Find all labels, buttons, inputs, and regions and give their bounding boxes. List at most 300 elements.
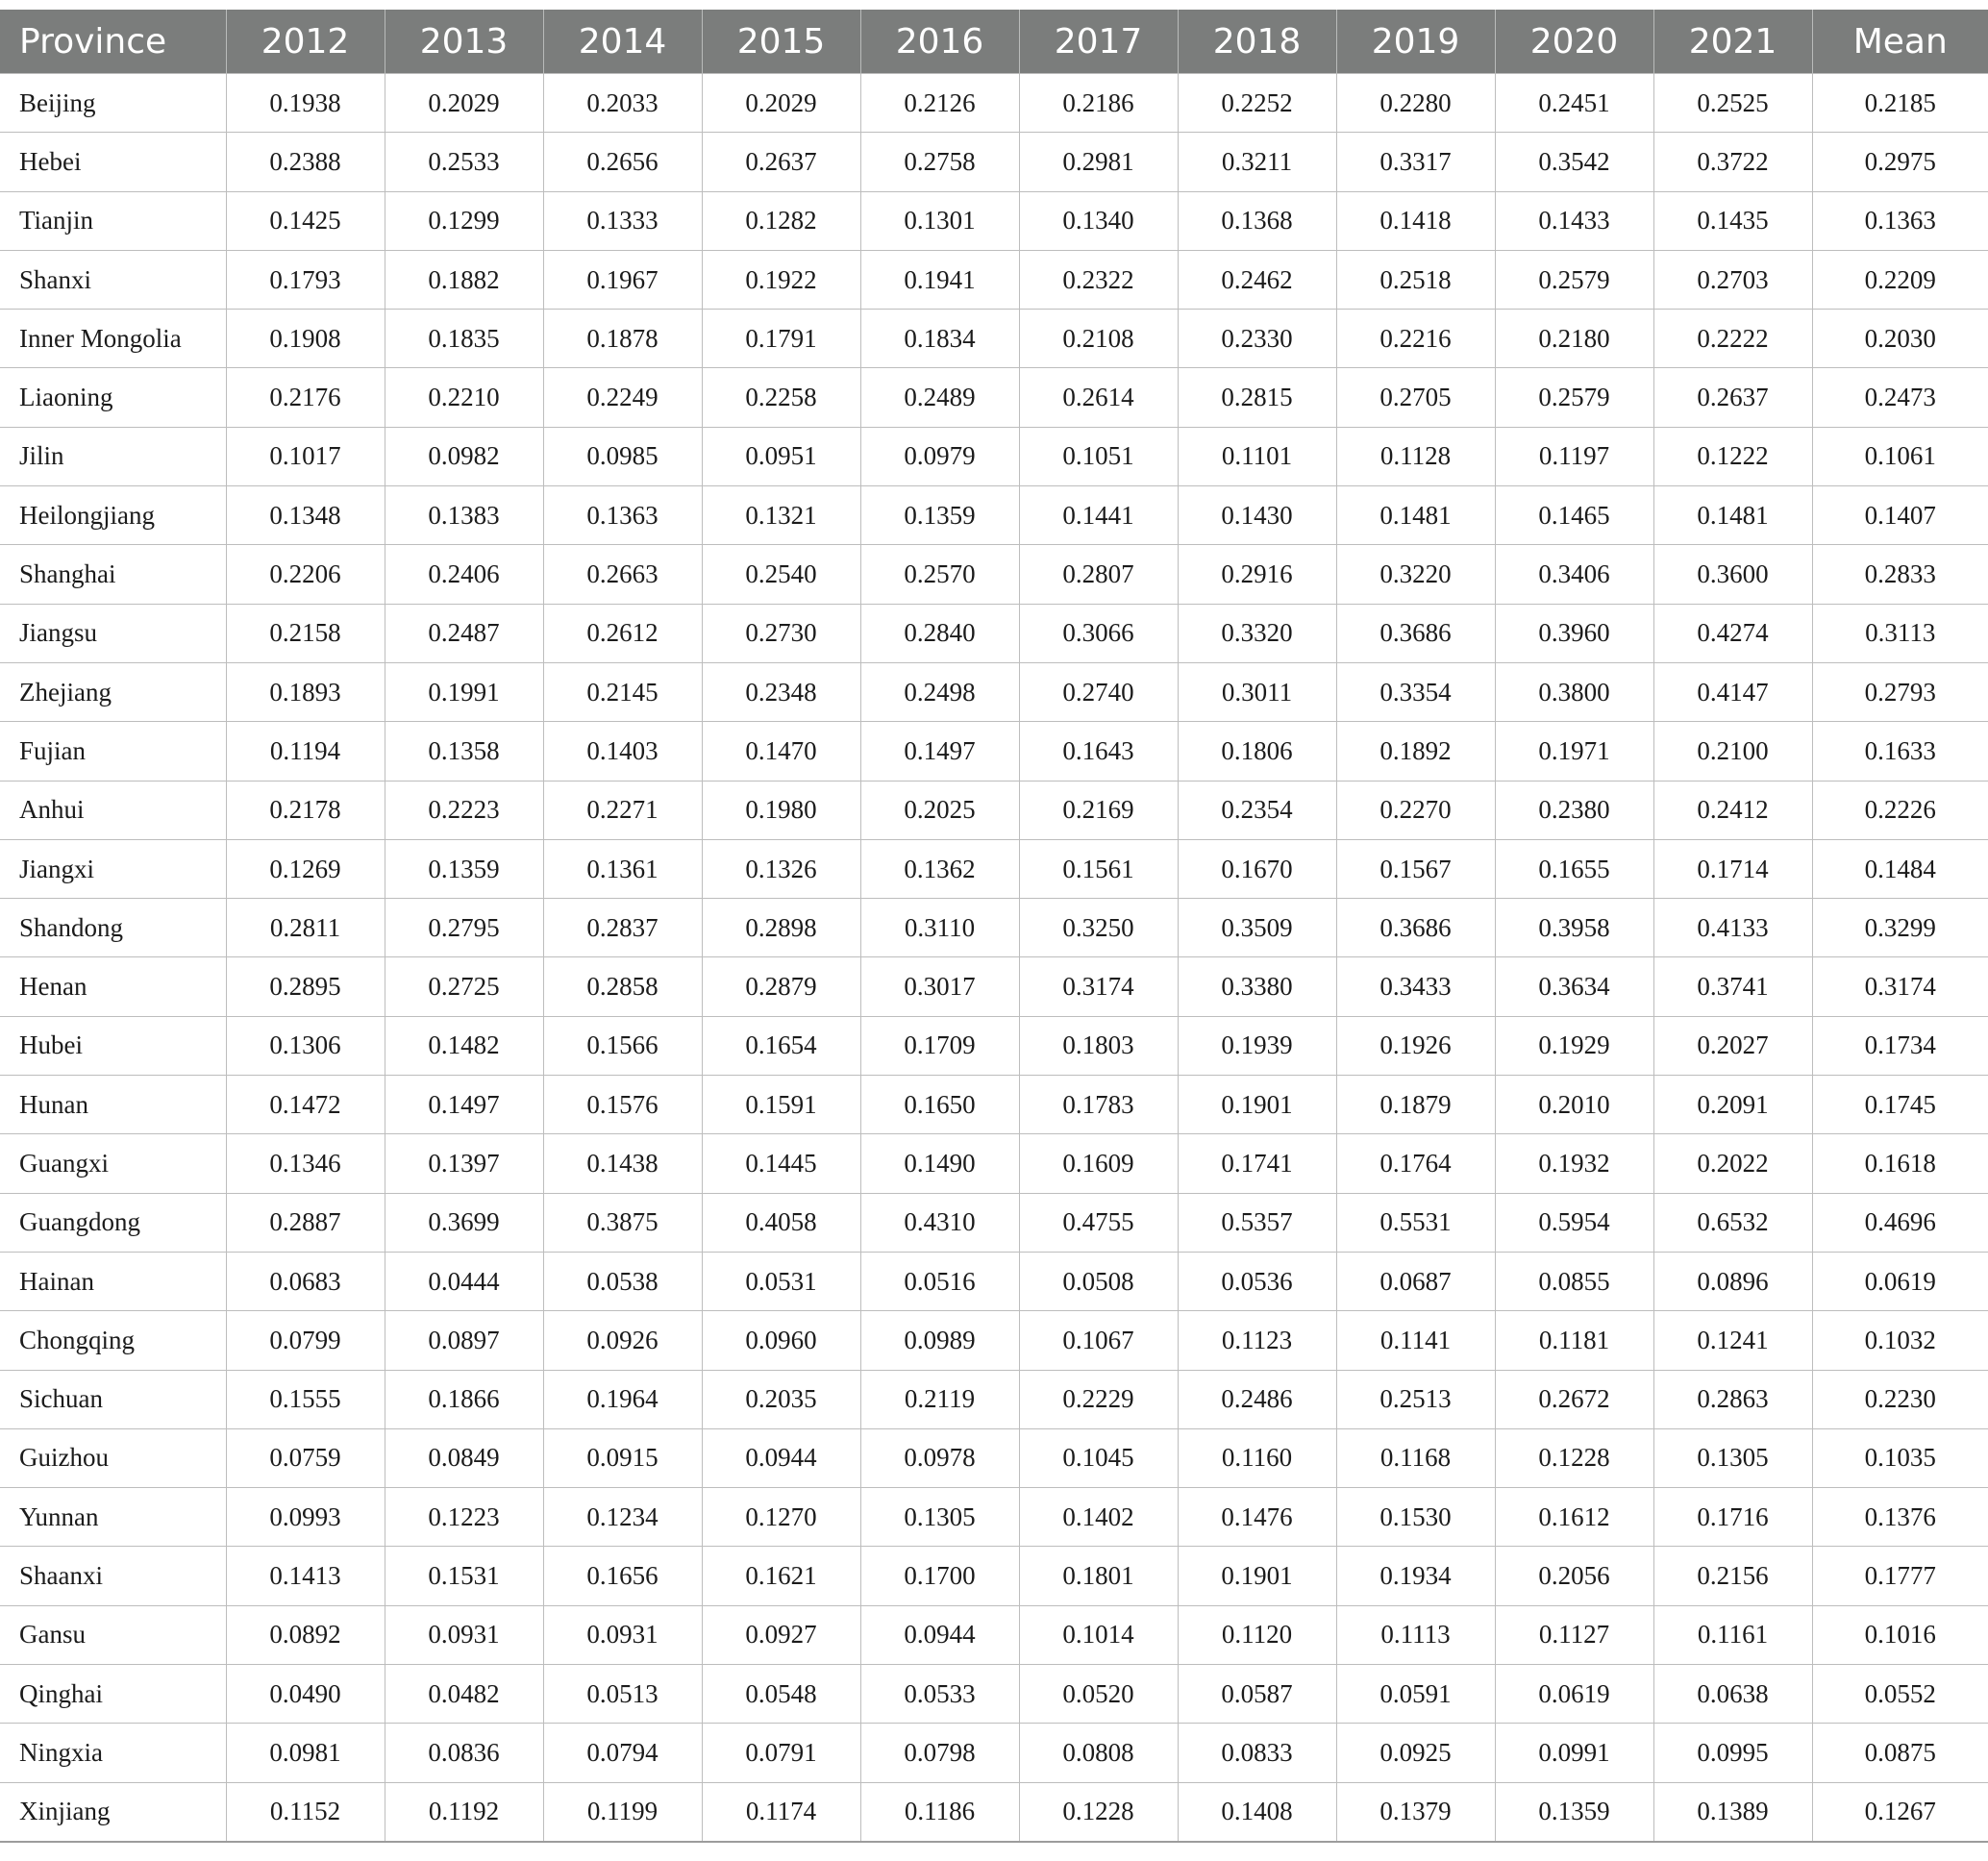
year-value-cell: 0.1764: [1336, 1134, 1495, 1193]
year-value-cell: 0.1482: [385, 1016, 543, 1075]
year-value-cell: 0.1359: [385, 839, 543, 898]
year-value-cell: 0.1938: [226, 74, 385, 133]
year-value-cell: 0.1926: [1336, 1016, 1495, 1075]
province-name-cell: Xinjiang: [0, 1782, 226, 1842]
table-row: [0, 133, 1988, 191]
year-value-cell: 0.1445: [702, 1134, 860, 1193]
table-row: [0, 368, 1988, 427]
table-row: [0, 957, 1988, 1016]
province-name-cell: Shanghai: [0, 545, 226, 604]
year-value-cell: 0.0927: [702, 1605, 860, 1664]
year-value-cell: 0.1223: [385, 1488, 543, 1547]
year-value-cell: 0.1670: [1178, 839, 1336, 898]
year-value-cell: 0.1806: [1178, 722, 1336, 781]
year-value-cell: 0.1340: [1019, 191, 1178, 250]
table-row: [0, 781, 1988, 839]
year-value-cell: 0.2887: [226, 1193, 385, 1252]
year-value-cell: 0.0981: [226, 1724, 385, 1782]
year-value-cell: 0.1980: [702, 781, 860, 839]
year-value-cell: 0.1326: [702, 839, 860, 898]
year-value-cell: 0.0536: [1178, 1252, 1336, 1310]
province-name-cell: Fujian: [0, 722, 226, 781]
year-value-cell: 0.2380: [1495, 781, 1653, 839]
year-value-cell: 0.1700: [860, 1547, 1019, 1605]
year-value-cell: 0.1433: [1495, 191, 1653, 250]
year-value-cell: 0.1181: [1495, 1311, 1653, 1370]
table-row: [0, 1370, 1988, 1428]
year-value-cell: 0.1878: [543, 310, 702, 368]
year-value-cell: 0.2462: [1178, 250, 1336, 309]
year-value-cell: 0.2637: [1653, 368, 1812, 427]
year-value-cell: 0.1834: [860, 310, 1019, 368]
year-value-cell: 0.1067: [1019, 1311, 1178, 1370]
year-value-cell: 0.2056: [1495, 1547, 1653, 1605]
year-value-cell: 0.1305: [1653, 1428, 1812, 1487]
year-value-cell: 0.1383: [385, 486, 543, 545]
year-value-cell: 0.1408: [1178, 1782, 1336, 1842]
province-name-cell: Jiangsu: [0, 604, 226, 662]
year-value-cell: 0.2186: [1019, 74, 1178, 133]
year-value-cell: 0.0978: [860, 1428, 1019, 1487]
year-value-cell: 0.1120: [1178, 1605, 1336, 1664]
year-value-cell: 0.1348: [226, 486, 385, 545]
year-value-cell: 0.2027: [1653, 1016, 1812, 1075]
year-value-cell: 0.0444: [385, 1252, 543, 1310]
year-value-cell: 0.1481: [1653, 486, 1812, 545]
year-value-cell: 0.0991: [1495, 1724, 1653, 1782]
year-value-cell: 0.2216: [1336, 310, 1495, 368]
year-value-cell: 0.2258: [702, 368, 860, 427]
year-value-cell: 0.2540: [702, 545, 860, 604]
year-value-cell: 0.2840: [860, 604, 1019, 662]
year-value-cell: 0.1801: [1019, 1547, 1178, 1605]
mean-value-cell: 0.1035: [1812, 1428, 1988, 1487]
mean-value-cell: 0.1734: [1812, 1016, 1988, 1075]
year-value-cell: 0.2811: [226, 899, 385, 957]
year-value-cell: 0.2145: [543, 662, 702, 721]
year-value-cell: 0.0896: [1653, 1252, 1812, 1310]
year-value-cell: 0.1241: [1653, 1311, 1812, 1370]
year-value-cell: 0.1430: [1178, 486, 1336, 545]
table-row: [0, 1605, 1988, 1664]
year-value-cell: 0.2108: [1019, 310, 1178, 368]
year-value-cell: 0.0687: [1336, 1252, 1495, 1310]
mean-value-cell: 0.2226: [1812, 781, 1988, 839]
year-value-cell: 0.1879: [1336, 1076, 1495, 1134]
year-value-cell: 0.2795: [385, 899, 543, 957]
year-value-cell: 0.3741: [1653, 957, 1812, 1016]
mean-value-cell: 0.1633: [1812, 722, 1988, 781]
year-value-cell: 0.2663: [543, 545, 702, 604]
year-value-cell: 0.2879: [702, 957, 860, 1016]
year-value-cell: 0.2487: [385, 604, 543, 662]
year-value-cell: 0.2863: [1653, 1370, 1812, 1428]
year-value-cell: 0.2010: [1495, 1076, 1653, 1134]
year-value-cell: 0.2169: [1019, 781, 1178, 839]
province-name-cell: Sichuan: [0, 1370, 226, 1428]
year-value-cell: 0.1555: [226, 1370, 385, 1428]
year-value-cell: 0.1621: [702, 1547, 860, 1605]
mean-value-cell: 0.2209: [1812, 250, 1988, 309]
year-value-cell: 0.2126: [860, 74, 1019, 133]
table-body: [0, 74, 1988, 1842]
year-value-cell: 0.2222: [1653, 310, 1812, 368]
year-value-cell: 0.1160: [1178, 1428, 1336, 1487]
year-value-cell: 0.0791: [702, 1724, 860, 1782]
year-value-cell: 0.2981: [1019, 133, 1178, 191]
year-value-cell: 0.1531: [385, 1547, 543, 1605]
year-value-cell: 0.3317: [1336, 133, 1495, 191]
year-value-cell: 0.1174: [702, 1782, 860, 1842]
province-name-cell: Henan: [0, 957, 226, 1016]
year-value-cell: 0.1612: [1495, 1488, 1653, 1547]
table-row: [0, 1665, 1988, 1724]
year-value-cell: 0.4274: [1653, 604, 1812, 662]
year-value-cell: 0.1413: [226, 1547, 385, 1605]
year-value-cell: 0.0925: [1336, 1724, 1495, 1782]
year-value-cell: 0.0482: [385, 1665, 543, 1724]
year-value-cell: 0.2119: [860, 1370, 1019, 1428]
mean-value-cell: 0.2230: [1812, 1370, 1988, 1428]
mean-value-cell: 0.2473: [1812, 368, 1988, 427]
year-value-cell: 0.0538: [543, 1252, 702, 1310]
year-value-cell: 0.2180: [1495, 310, 1653, 368]
year-value-cell: 0.1783: [1019, 1076, 1178, 1134]
year-value-cell: 0.3509: [1178, 899, 1336, 957]
mean-value-cell: 0.1745: [1812, 1076, 1988, 1134]
year-value-cell: 0.1228: [1019, 1782, 1178, 1842]
year-value-cell: 0.1476: [1178, 1488, 1336, 1547]
year-value-cell: 0.3800: [1495, 662, 1653, 721]
year-value-cell: 0.2612: [543, 604, 702, 662]
column-header-2019: 2019: [1336, 10, 1495, 74]
year-value-cell: 0.1470: [702, 722, 860, 781]
year-value-cell: 0.5357: [1178, 1193, 1336, 1252]
year-value-cell: 0.1941: [860, 250, 1019, 309]
year-value-cell: 0.1566: [543, 1016, 702, 1075]
table-row: [0, 1311, 1988, 1370]
year-value-cell: 0.0794: [543, 1724, 702, 1782]
province-name-cell: Anhui: [0, 781, 226, 839]
year-value-cell: 0.3542: [1495, 133, 1653, 191]
year-value-cell: 0.1716: [1653, 1488, 1812, 1547]
year-value-cell: 0.1269: [226, 839, 385, 898]
year-value-cell: 0.1490: [860, 1134, 1019, 1193]
province-name-cell: Hebei: [0, 133, 226, 191]
year-value-cell: 0.1922: [702, 250, 860, 309]
year-value-cell: 0.2758: [860, 133, 1019, 191]
year-value-cell: 0.2252: [1178, 74, 1336, 133]
year-value-cell: 0.2156: [1653, 1547, 1812, 1605]
year-value-cell: 0.1305: [860, 1488, 1019, 1547]
table-row: [0, 1252, 1988, 1310]
mean-value-cell: 0.1618: [1812, 1134, 1988, 1193]
year-value-cell: 0.2176: [226, 368, 385, 427]
year-value-cell: 0.1435: [1653, 191, 1812, 250]
table-row: [0, 1488, 1988, 1547]
province-name-cell: Gansu: [0, 1605, 226, 1664]
year-value-cell: 0.2091: [1653, 1076, 1812, 1134]
year-value-cell: 0.1591: [702, 1076, 860, 1134]
year-value-cell: 0.0995: [1653, 1724, 1812, 1782]
year-value-cell: 0.1465: [1495, 486, 1653, 545]
year-value-cell: 0.3110: [860, 899, 1019, 957]
mean-value-cell: 0.0619: [1812, 1252, 1988, 1310]
year-value-cell: 0.1161: [1653, 1605, 1812, 1664]
year-value-cell: 0.1194: [226, 722, 385, 781]
year-value-cell: 0.3011: [1178, 662, 1336, 721]
table-row: [0, 74, 1988, 133]
mean-value-cell: 0.1484: [1812, 839, 1988, 898]
year-value-cell: 0.1186: [860, 1782, 1019, 1842]
year-value-cell: 0.3686: [1336, 899, 1495, 957]
year-value-cell: 0.1301: [860, 191, 1019, 250]
year-value-cell: 0.0798: [860, 1724, 1019, 1782]
table-row: [0, 899, 1988, 957]
table-row: [0, 1724, 1988, 1782]
year-value-cell: 0.0799: [226, 1311, 385, 1370]
year-value-cell: 0.2322: [1019, 250, 1178, 309]
province-name-cell: Shanxi: [0, 250, 226, 309]
year-value-cell: 0.1192: [385, 1782, 543, 1842]
mean-value-cell: 0.1061: [1812, 427, 1988, 485]
year-value-cell: 0.1425: [226, 191, 385, 250]
year-value-cell: 0.0533: [860, 1665, 1019, 1724]
province-name-cell: Hunan: [0, 1076, 226, 1134]
year-value-cell: 0.3354: [1336, 662, 1495, 721]
year-value-cell: 0.1403: [543, 722, 702, 781]
year-value-cell: 0.2406: [385, 545, 543, 604]
province-name-cell: Qinghai: [0, 1665, 226, 1724]
year-value-cell: 0.2898: [702, 899, 860, 957]
year-value-cell: 0.3600: [1653, 545, 1812, 604]
table-row: [0, 1428, 1988, 1487]
year-value-cell: 0.2637: [702, 133, 860, 191]
column-header-2014: 2014: [543, 10, 702, 74]
year-value-cell: 0.1866: [385, 1370, 543, 1428]
year-value-cell: 0.1497: [385, 1076, 543, 1134]
province-name-cell: Jilin: [0, 427, 226, 485]
year-value-cell: 0.2029: [385, 74, 543, 133]
column-header-2020: 2020: [1495, 10, 1653, 74]
year-value-cell: 0.2270: [1336, 781, 1495, 839]
mean-value-cell: 0.2185: [1812, 74, 1988, 133]
year-value-cell: 0.2916: [1178, 545, 1336, 604]
table-row: [0, 1134, 1988, 1193]
year-value-cell: 0.1908: [226, 310, 385, 368]
year-value-cell: 0.1497: [860, 722, 1019, 781]
table-row: [0, 1193, 1988, 1252]
year-value-cell: 0.0897: [385, 1311, 543, 1370]
province-name-cell: Jiangxi: [0, 839, 226, 898]
province-name-cell: Hubei: [0, 1016, 226, 1075]
mean-value-cell: 0.4696: [1812, 1193, 1988, 1252]
mean-value-cell: 0.3174: [1812, 957, 1988, 1016]
year-value-cell: 0.1123: [1178, 1311, 1336, 1370]
year-value-cell: 0.0989: [860, 1311, 1019, 1370]
year-value-cell: 0.2656: [543, 133, 702, 191]
table-row: [0, 604, 1988, 662]
data-table-container: [0, 10, 1988, 1843]
year-value-cell: 0.2100: [1653, 722, 1812, 781]
year-value-cell: 0.2249: [543, 368, 702, 427]
year-value-cell: 0.1282: [702, 191, 860, 250]
year-value-cell: 0.0931: [543, 1605, 702, 1664]
year-value-cell: 0.0548: [702, 1665, 860, 1724]
mean-value-cell: 0.2030: [1812, 310, 1988, 368]
year-value-cell: 0.1971: [1495, 722, 1653, 781]
year-value-cell: 0.1359: [860, 486, 1019, 545]
year-value-cell: 0.0849: [385, 1428, 543, 1487]
year-value-cell: 0.1199: [543, 1782, 702, 1842]
year-value-cell: 0.2451: [1495, 74, 1653, 133]
year-value-cell: 0.1101: [1178, 427, 1336, 485]
year-value-cell: 0.0836: [385, 1724, 543, 1782]
year-value-cell: 0.1609: [1019, 1134, 1178, 1193]
column-header-mean: Mean: [1812, 10, 1988, 74]
year-value-cell: 0.2740: [1019, 662, 1178, 721]
year-value-cell: 0.2837: [543, 899, 702, 957]
mean-value-cell: 0.1363: [1812, 191, 1988, 250]
year-value-cell: 0.3406: [1495, 545, 1653, 604]
year-value-cell: 0.1835: [385, 310, 543, 368]
year-value-cell: 0.0683: [226, 1252, 385, 1310]
year-value-cell: 0.2513: [1336, 1370, 1495, 1428]
column-header-2016: 2016: [860, 10, 1019, 74]
year-value-cell: 0.0960: [702, 1311, 860, 1370]
mean-value-cell: 0.2793: [1812, 662, 1988, 721]
year-value-cell: 0.2178: [226, 781, 385, 839]
year-value-cell: 0.3320: [1178, 604, 1336, 662]
year-value-cell: 0.2354: [1178, 781, 1336, 839]
year-value-cell: 0.1892: [1336, 722, 1495, 781]
year-value-cell: 0.3211: [1178, 133, 1336, 191]
year-value-cell: 0.2725: [385, 957, 543, 1016]
year-value-cell: 0.2614: [1019, 368, 1178, 427]
year-value-cell: 0.0944: [860, 1605, 1019, 1664]
year-value-cell: 0.0808: [1019, 1724, 1178, 1782]
year-value-cell: 0.2815: [1178, 368, 1336, 427]
province-name-cell: Guizhou: [0, 1428, 226, 1487]
year-value-cell: 0.0926: [543, 1311, 702, 1370]
year-value-cell: 0.1368: [1178, 191, 1336, 250]
column-header-2012: 2012: [226, 10, 385, 74]
province-name-cell: Beijing: [0, 74, 226, 133]
year-value-cell: 0.2412: [1653, 781, 1812, 839]
year-value-cell: 0.2498: [860, 662, 1019, 721]
year-value-cell: 0.1964: [543, 1370, 702, 1428]
table-row: [0, 486, 1988, 545]
year-value-cell: 0.1882: [385, 250, 543, 309]
year-value-cell: 0.1306: [226, 1016, 385, 1075]
year-value-cell: 0.1441: [1019, 486, 1178, 545]
year-value-cell: 0.2579: [1495, 368, 1653, 427]
year-value-cell: 0.2271: [543, 781, 702, 839]
year-value-cell: 0.3380: [1178, 957, 1336, 1016]
year-value-cell: 0.2858: [543, 957, 702, 1016]
year-value-cell: 0.0993: [226, 1488, 385, 1547]
year-value-cell: 0.1402: [1019, 1488, 1178, 1547]
year-value-cell: 0.3017: [860, 957, 1019, 1016]
province-name-cell: Guangxi: [0, 1134, 226, 1193]
year-value-cell: 0.1152: [226, 1782, 385, 1842]
year-value-cell: 0.1359: [1495, 1782, 1653, 1842]
column-header-2015: 2015: [702, 10, 860, 74]
year-value-cell: 0.0892: [226, 1605, 385, 1664]
year-value-cell: 0.4755: [1019, 1193, 1178, 1252]
table-row: [0, 662, 1988, 721]
year-value-cell: 0.2348: [702, 662, 860, 721]
mean-value-cell: 0.1267: [1812, 1782, 1988, 1842]
year-value-cell: 0.1141: [1336, 1311, 1495, 1370]
year-value-cell: 0.2029: [702, 74, 860, 133]
table-row: [0, 545, 1988, 604]
year-value-cell: 0.1362: [860, 839, 1019, 898]
mean-value-cell: 0.0875: [1812, 1724, 1988, 1782]
year-value-cell: 0.0516: [860, 1252, 1019, 1310]
province-name-cell: Yunnan: [0, 1488, 226, 1547]
province-name-cell: Chongqing: [0, 1311, 226, 1370]
year-value-cell: 0.1561: [1019, 839, 1178, 898]
mean-value-cell: 0.1407: [1812, 486, 1988, 545]
year-value-cell: 0.1051: [1019, 427, 1178, 485]
year-value-cell: 0.3066: [1019, 604, 1178, 662]
province-name-cell: Hainan: [0, 1252, 226, 1310]
year-value-cell: 0.1222: [1653, 427, 1812, 485]
year-value-cell: 0.5954: [1495, 1193, 1653, 1252]
year-value-cell: 0.1346: [226, 1134, 385, 1193]
year-value-cell: 0.1438: [543, 1134, 702, 1193]
year-value-cell: 0.1389: [1653, 1782, 1812, 1842]
year-value-cell: 0.1321: [702, 486, 860, 545]
year-value-cell: 0.0931: [385, 1605, 543, 1664]
year-value-cell: 0.2533: [385, 133, 543, 191]
year-value-cell: 0.1530: [1336, 1488, 1495, 1547]
year-value-cell: 0.1270: [702, 1488, 860, 1547]
province-name-cell: Zhejiang: [0, 662, 226, 721]
mean-value-cell: 0.2833: [1812, 545, 1988, 604]
year-value-cell: 0.3220: [1336, 545, 1495, 604]
mean-value-cell: 0.1376: [1812, 1488, 1988, 1547]
year-value-cell: 0.0513: [543, 1665, 702, 1724]
province-name-cell: Tianjin: [0, 191, 226, 250]
year-value-cell: 0.1234: [543, 1488, 702, 1547]
year-value-cell: 0.0985: [543, 427, 702, 485]
year-value-cell: 0.0508: [1019, 1252, 1178, 1310]
year-value-cell: 0.2570: [860, 545, 1019, 604]
year-value-cell: 0.0619: [1495, 1665, 1653, 1724]
year-value-cell: 0.1714: [1653, 839, 1812, 898]
table-header: [0, 10, 1988, 74]
year-value-cell: 0.1472: [226, 1076, 385, 1134]
year-value-cell: 0.1168: [1336, 1428, 1495, 1487]
year-value-cell: 0.0587: [1178, 1665, 1336, 1724]
column-header-province: Province: [0, 10, 226, 74]
year-value-cell: 0.1929: [1495, 1016, 1653, 1075]
year-value-cell: 0.1643: [1019, 722, 1178, 781]
table-row: [0, 1016, 1988, 1075]
mean-value-cell: 0.1777: [1812, 1547, 1988, 1605]
year-value-cell: 0.1017: [226, 427, 385, 485]
year-value-cell: 0.2807: [1019, 545, 1178, 604]
year-value-cell: 0.2210: [385, 368, 543, 427]
year-value-cell: 0.3960: [1495, 604, 1653, 662]
table-row: [0, 1547, 1988, 1605]
year-value-cell: 0.3958: [1495, 899, 1653, 957]
province-name-cell: Ningxia: [0, 1724, 226, 1782]
year-value-cell: 0.2330: [1178, 310, 1336, 368]
year-value-cell: 0.1333: [543, 191, 702, 250]
